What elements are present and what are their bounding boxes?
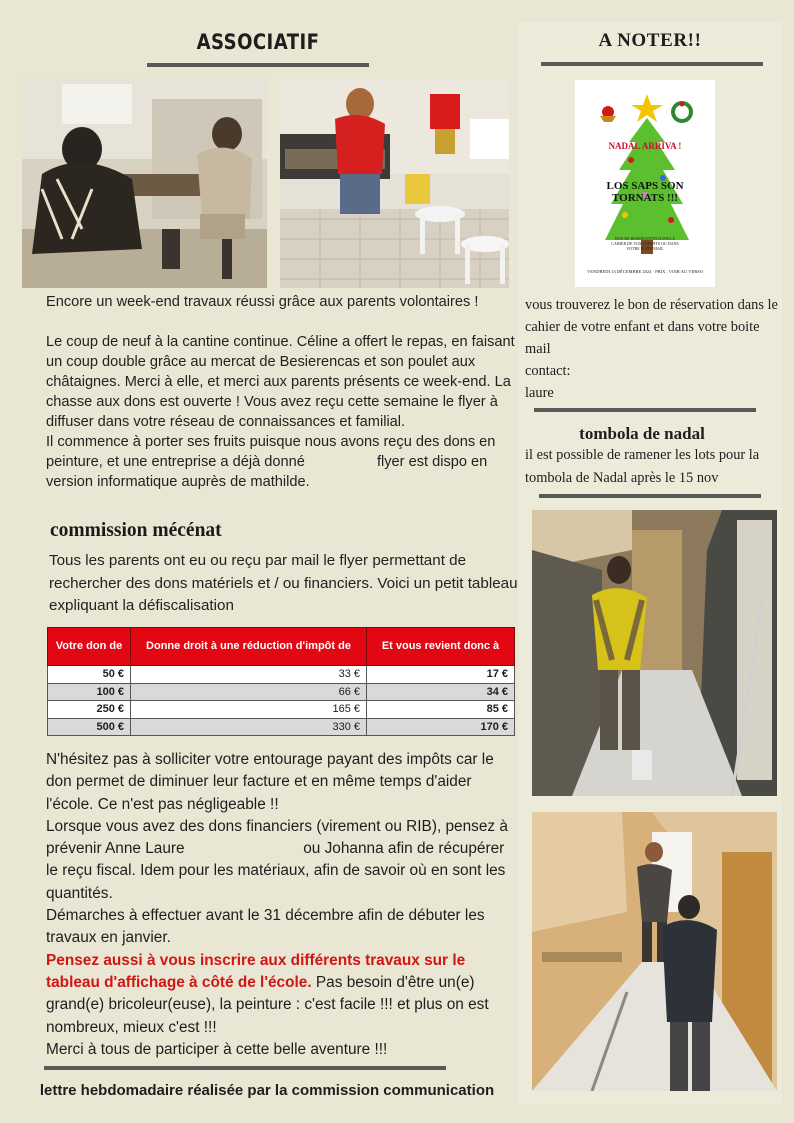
cantine-text (46, 332, 516, 492)
cantine-text-part1: Le coup de neuf à la cantine continue. Céline a offert le repas, en faisant un coup double grâce au mercat de Besierencas et son poulet aux châtaignes. Merci à elle, et merci aux parents présents ce week-end. La chasse aux dons est ouverte ! Vous avez reçu cette semaine le flyer à diffuser dans votre réseau de connaissances et familial. (46, 334, 515, 430)
table-row (48, 701, 515, 719)
intro-text: Encore un week-end travaux réussi grâce aux parents volontaires ! (46, 294, 479, 310)
tax-table-header (48, 628, 515, 666)
footer-divider (44, 1066, 446, 1070)
table-cell: 50 € (48, 666, 131, 684)
mecenat-heading: commission mécénat (50, 520, 222, 541)
tax-table (47, 627, 515, 736)
photo-corridor-1 (532, 510, 777, 796)
poster-subtitle: LOS SAPS SON TORNATS !!! (606, 180, 684, 204)
table-cell: 17 € (367, 666, 515, 684)
table-cell: 66 € (131, 683, 367, 701)
contact-name: laure (525, 385, 554, 401)
photo-child-painting (280, 79, 509, 288)
title-divider (147, 63, 369, 67)
tombola-text: il est possible de ramener les lots pour la tombola de Nadal après le 15 nov (525, 447, 760, 486)
tombola-title: tombola de nadal (579, 424, 705, 443)
table-row (48, 666, 515, 684)
associatif-title: ASSOCIATIF (196, 30, 320, 54)
footer-text: lettre hebdomadaire réalisée par la commission communication (39, 1082, 495, 1099)
mecenat-text-4: Pas besoin d'être un(e) grand(e) bricoleur(euse), la peinture : c'est facile !!! et plus on est nombreux, mieux c'est !!! (46, 973, 489, 1036)
table-cell: 165 € (131, 701, 367, 719)
mecenat-text-5: Merci à tous de participer à cette belle aventure !!! (46, 1040, 388, 1058)
photo-corridor-2-image (532, 812, 777, 1091)
table-cell: 170 € (367, 718, 515, 736)
table-cell: 33 € (131, 666, 367, 684)
poster-bottom-text: VENDREDI 13 DÉCEMBRE 2024 · PRIX : VOIR AU VERSO (587, 269, 703, 274)
mecenat-text-2a: Lorsque vous avez des dons financiers (virement ou RIB), pensez à prévenir Anne Laure (46, 817, 508, 858)
a-noter-divider (541, 62, 763, 66)
tax-table-header-cell: Votre don de (48, 628, 131, 666)
table-row (48, 683, 515, 701)
tax-table-header-cell: Donne droit à une réduction d'impôt de (131, 628, 367, 666)
table-cell: 330 € (131, 718, 367, 736)
mecenat-body (46, 749, 520, 1061)
poster-title: NADAL ARRIVA ! (608, 141, 682, 151)
table-cell: 34 € (367, 683, 515, 701)
mecenat-text-3: Démarches à effectuer avant le 31 décembre afin de débuter les travaux en janvier. (46, 907, 485, 947)
contact-label: contact: (525, 363, 571, 379)
poster-small-text: BON DE RESERVATION DANS LE CAHIER DE VOS ENFANTS OU DANS VOTRE BOITE MAIL (611, 236, 679, 251)
photo-corridor-2 (532, 812, 777, 1091)
mecenat-intro: Tous les parents ont eu ou reçu par mail le flyer permettant de rechercher des dons matériels et / ou financiers. Voici un petit tableau expliquant la défiscalisation (49, 552, 518, 614)
a-noter-title: A NOTER!! (598, 30, 702, 51)
table-cell: 100 € (48, 683, 131, 701)
mecenat-text-1: N'hésitez pas à solliciter votre entourage payant des impôts car le don permet de diminuer leur facture et en même temps d'aider l'école. Ce n'est pas négligeable !! (46, 751, 494, 813)
photo-corridor-1-image (532, 510, 777, 796)
photo-workshop-table-image (22, 79, 267, 288)
mecenat-highlight: Pensez aussi à vous inscrire aux différents travaux sur le tableau d'affichage à côté de l'école. (46, 951, 466, 991)
redacted-text (189, 841, 299, 853)
tax-table-header-cell: Et vous revient donc à (367, 628, 515, 666)
redacted-text (309, 454, 373, 466)
table-cell: 250 € (48, 701, 131, 719)
photo-child-painting-image (280, 79, 509, 288)
contact-divider (534, 408, 756, 412)
table-row (48, 718, 515, 736)
nadal-poster (575, 80, 715, 287)
cantine-text-part3: flyer est dispo en version informatique auprès de mathilde. (46, 454, 488, 490)
photo-workshop-table (22, 79, 267, 288)
table-cell: 500 € (48, 718, 131, 736)
mecenat-text-2b: ou Johanna afin de récupérer le reçu fiscal. Idem pour les matériaux, afin de savoir où en sont les quantités. (46, 840, 506, 902)
reservation-text: vous trouverez le bon de réservation dans le cahier de votre enfant et dans votre boite mail (525, 297, 778, 357)
tombola-divider (539, 494, 761, 498)
cantine-text-part2: Il commence à porter ses fruits puisque nous avons reçu des dons en peinture, et une entreprise a déjà donné (46, 434, 496, 470)
table-cell: 85 € (367, 701, 515, 719)
